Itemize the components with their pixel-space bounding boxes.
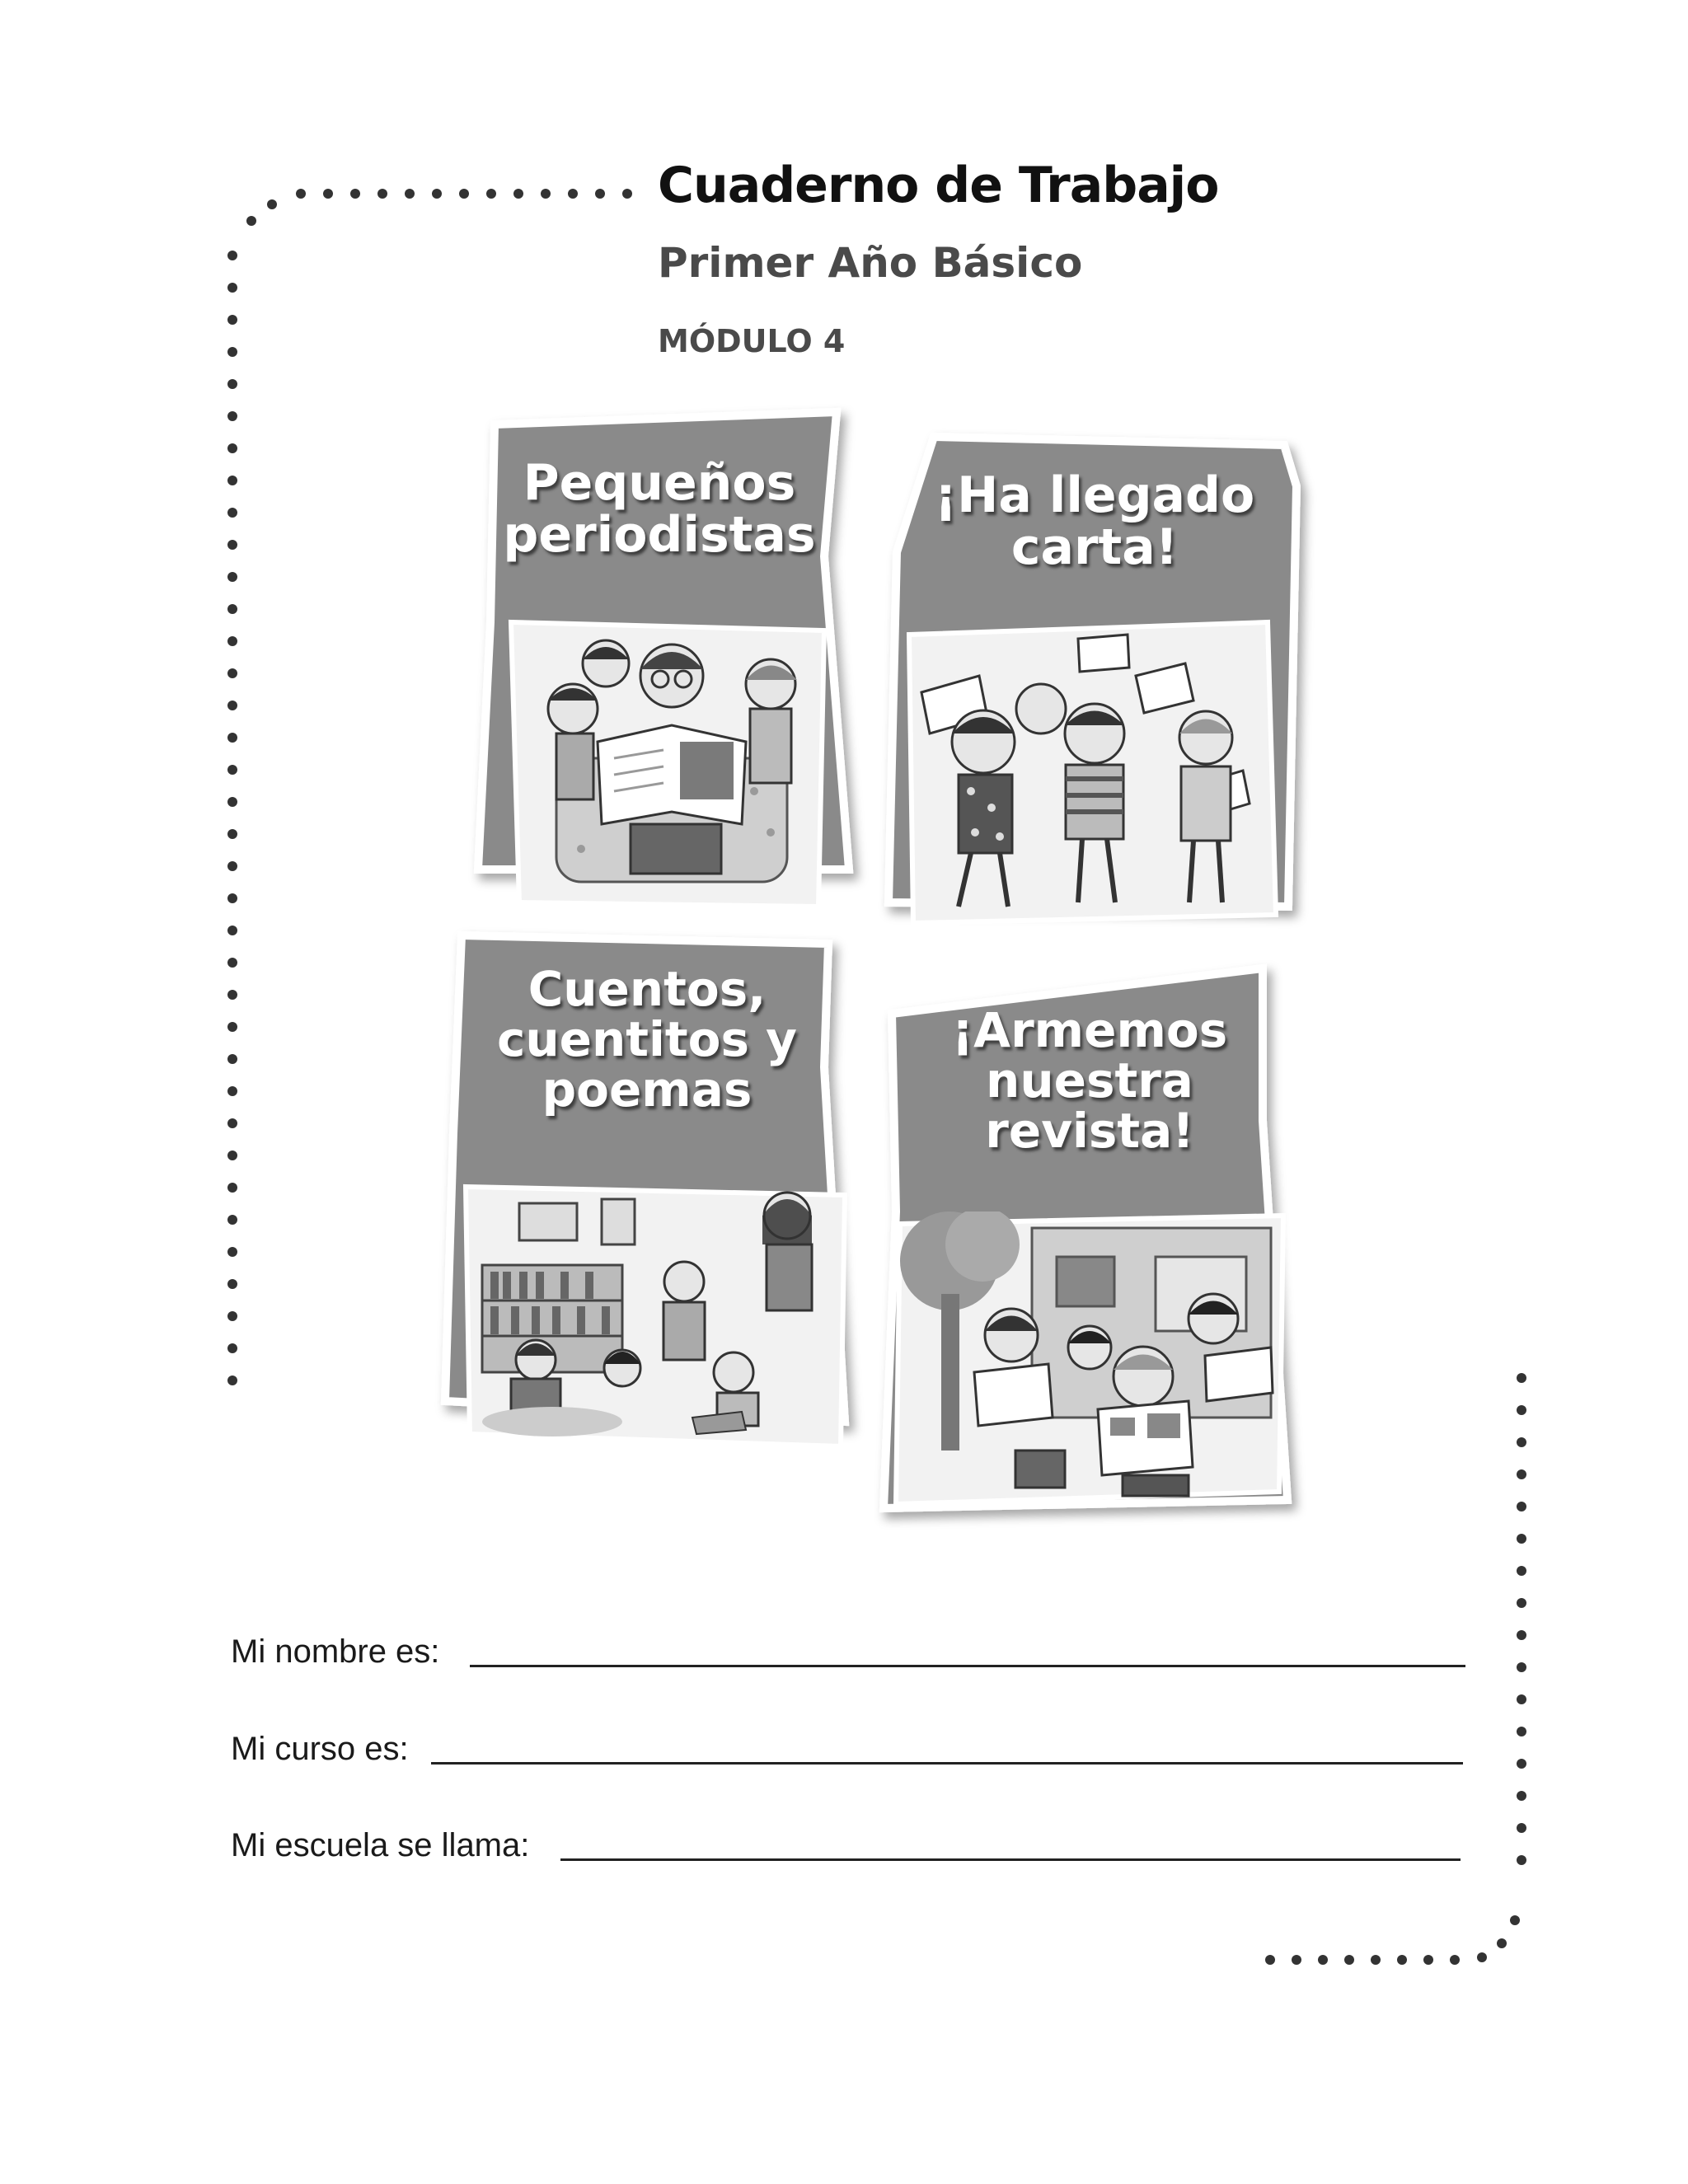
card-3-title (437, 961, 857, 1118)
border-dot (1497, 1938, 1507, 1948)
border-dot (227, 797, 237, 807)
unit-card-4 (875, 964, 1304, 1525)
card-4-title-line-1: ¡Armemos (951, 1002, 1228, 1058)
border-dot (267, 199, 277, 209)
border-dot (1517, 1694, 1526, 1704)
border-dot (227, 508, 237, 518)
unit-card-3 (437, 927, 857, 1463)
border-dot (323, 189, 333, 199)
course-label: Mi curso es: (231, 1731, 409, 1767)
border-dot (432, 189, 442, 199)
card-1-title-line-2: periodistas (503, 506, 816, 564)
border-dot (227, 1086, 237, 1096)
border-dot (227, 765, 237, 775)
card-2-title-line-2: carta! (1010, 518, 1179, 576)
card-3-title-line-3: poemas (542, 1061, 753, 1118)
border-dot (1517, 1823, 1526, 1833)
border-dot (227, 1376, 237, 1385)
border-dot (227, 540, 237, 550)
card-2-title-line-1: ¡Ha llegado (934, 466, 1255, 524)
border-dot (227, 604, 237, 614)
border-dot (227, 1183, 237, 1193)
illustration-children-holding-letters (905, 618, 1280, 927)
border-dot (568, 189, 578, 199)
border-dot (1517, 1630, 1526, 1640)
school-label: Mi escuela se llama: (231, 1827, 530, 1863)
border-dot (227, 1022, 237, 1032)
page-subtitle: Primer Año Básico (658, 239, 1083, 287)
border-dot (1344, 1955, 1354, 1965)
border-dot (1517, 1534, 1526, 1544)
school-line-field[interactable] (560, 1858, 1461, 1861)
border-dot (541, 189, 551, 199)
border-dot (1517, 1598, 1526, 1608)
border-dot (1397, 1955, 1407, 1965)
illustration-adult-reading-newspaper (507, 618, 828, 911)
border-dot (227, 701, 237, 710)
border-dot (227, 1247, 237, 1257)
border-dot (1517, 1469, 1526, 1479)
border-dot (513, 189, 523, 199)
border-dot (405, 189, 415, 199)
border-dot (1517, 1437, 1526, 1447)
border-dot (1517, 1759, 1526, 1769)
border-dot (486, 189, 496, 199)
border-dot (227, 572, 237, 582)
border-dot (246, 216, 256, 226)
border-dot (1517, 1566, 1526, 1576)
card-1-title (462, 454, 857, 564)
card-2-title (880, 466, 1309, 576)
card-4-title-line-3: revista! (985, 1102, 1194, 1159)
border-dot (350, 189, 360, 199)
border-dot (622, 189, 632, 199)
border-dot (227, 1118, 237, 1128)
border-dot (227, 636, 237, 646)
card-3-title-line-2: cuentitos y (496, 1010, 797, 1067)
border-dot (227, 1343, 237, 1353)
border-dot (1318, 1955, 1328, 1965)
border-dot (1517, 1791, 1526, 1801)
border-dot (227, 411, 237, 421)
border-dot (227, 668, 237, 678)
illustration-children-reading-library (462, 1183, 849, 1451)
border-dot (227, 990, 237, 1000)
border-dot (227, 443, 237, 453)
border-dot (227, 1215, 237, 1225)
border-dot (296, 189, 306, 199)
border-dot (227, 347, 237, 357)
border-dot (227, 283, 237, 293)
border-dot (459, 189, 469, 199)
border-dot (1423, 1955, 1433, 1965)
border-dot (1510, 1915, 1520, 1925)
unit-card-1 (462, 408, 857, 919)
border-dot (1517, 1855, 1526, 1865)
border-dot (227, 861, 237, 871)
name-row (231, 1628, 1484, 1677)
card-4-title-line-2: nuestra (986, 1052, 1193, 1108)
border-dot (227, 893, 237, 903)
page-title: Cuaderno de Trabajo (658, 157, 1219, 214)
border-dot (227, 829, 237, 839)
border-dot (1517, 1502, 1526, 1511)
border-dot (227, 315, 237, 325)
border-dot (227, 476, 237, 485)
border-dot (1265, 1955, 1275, 1965)
border-dot (227, 1311, 237, 1321)
border-dot (377, 189, 387, 199)
border-dot (1517, 1662, 1526, 1672)
border-dot (227, 958, 237, 968)
illustration-children-reading-magazines (892, 1212, 1287, 1508)
border-dot (227, 733, 237, 743)
border-dot (227, 1151, 237, 1160)
course-line-field[interactable] (431, 1762, 1463, 1765)
school-row (231, 1821, 1484, 1871)
name-line-field[interactable] (470, 1665, 1465, 1667)
border-dot (1517, 1727, 1526, 1736)
border-dot (1517, 1373, 1526, 1383)
border-dot (227, 1054, 237, 1064)
unit-card-2 (880, 429, 1309, 940)
module-label: MÓDULO 4 (658, 323, 846, 359)
name-label: Mi nombre es: (231, 1633, 440, 1670)
border-dot (227, 251, 237, 260)
border-dot (1450, 1955, 1460, 1965)
course-row (231, 1725, 1484, 1774)
card-3-title-line-1: Cuentos, (528, 961, 767, 1017)
border-dot (1477, 1952, 1487, 1962)
border-dot (1292, 1955, 1301, 1965)
border-dot (1517, 1405, 1526, 1415)
border-dot (227, 379, 237, 389)
border-dot (227, 1279, 237, 1289)
card-1-title-line-1: Pequeños (523, 454, 796, 512)
border-dot (227, 926, 237, 935)
card-4-title (875, 1002, 1304, 1159)
border-dot (1371, 1955, 1381, 1965)
border-dot (595, 189, 605, 199)
